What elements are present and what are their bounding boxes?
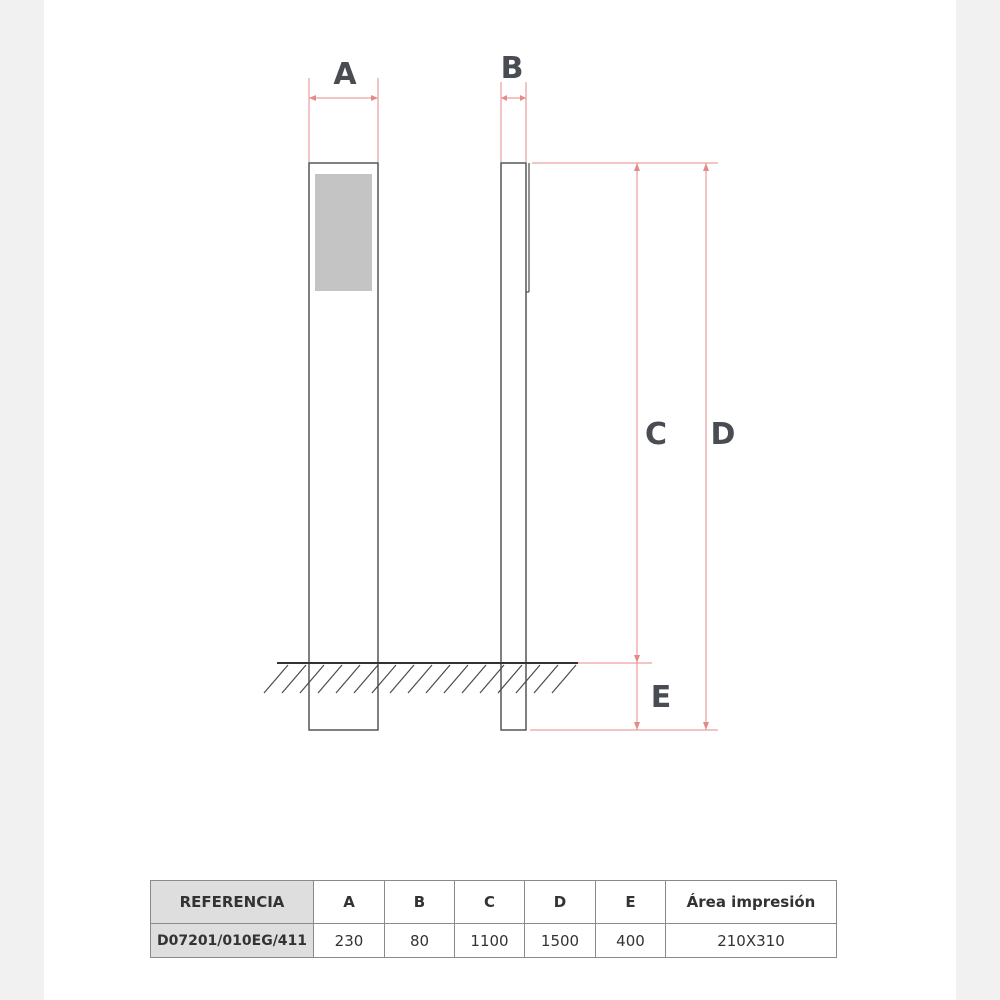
dimension-cde [530,163,718,730]
header-b: B [385,881,455,924]
dimension-c-label: C [644,417,668,452]
specifications-table [150,880,837,958]
cell-c: 1100 [455,924,525,958]
cell-print-area: 210X310 [666,924,837,958]
cell-reference: D07201/010EG/411 [151,924,314,958]
side-view [501,163,529,730]
dimension-b-label: B [500,51,524,86]
table-row [151,924,837,958]
cell-e: 400 [596,924,666,958]
dimension-e-label: E [650,680,672,715]
cell-d: 1500 [525,924,596,958]
print-area-panel [315,174,372,291]
header-print-area: Área impresión [666,881,837,924]
table-header-row [151,881,837,924]
header-e: E [596,881,666,924]
header-reference: REFERENCIA [151,881,314,924]
side-post-outline [501,163,526,730]
header-a: A [314,881,385,924]
cell-b: 80 [385,924,455,958]
ground-hatching [264,665,576,693]
dimension-d-label: D [710,417,736,452]
header-c: C [455,881,525,924]
cell-a: 230 [314,924,385,958]
ground [264,663,578,693]
front-view [309,163,378,730]
dimension-a-label: A [333,57,357,92]
header-d: D [525,881,596,924]
dimension-b [501,82,526,162]
